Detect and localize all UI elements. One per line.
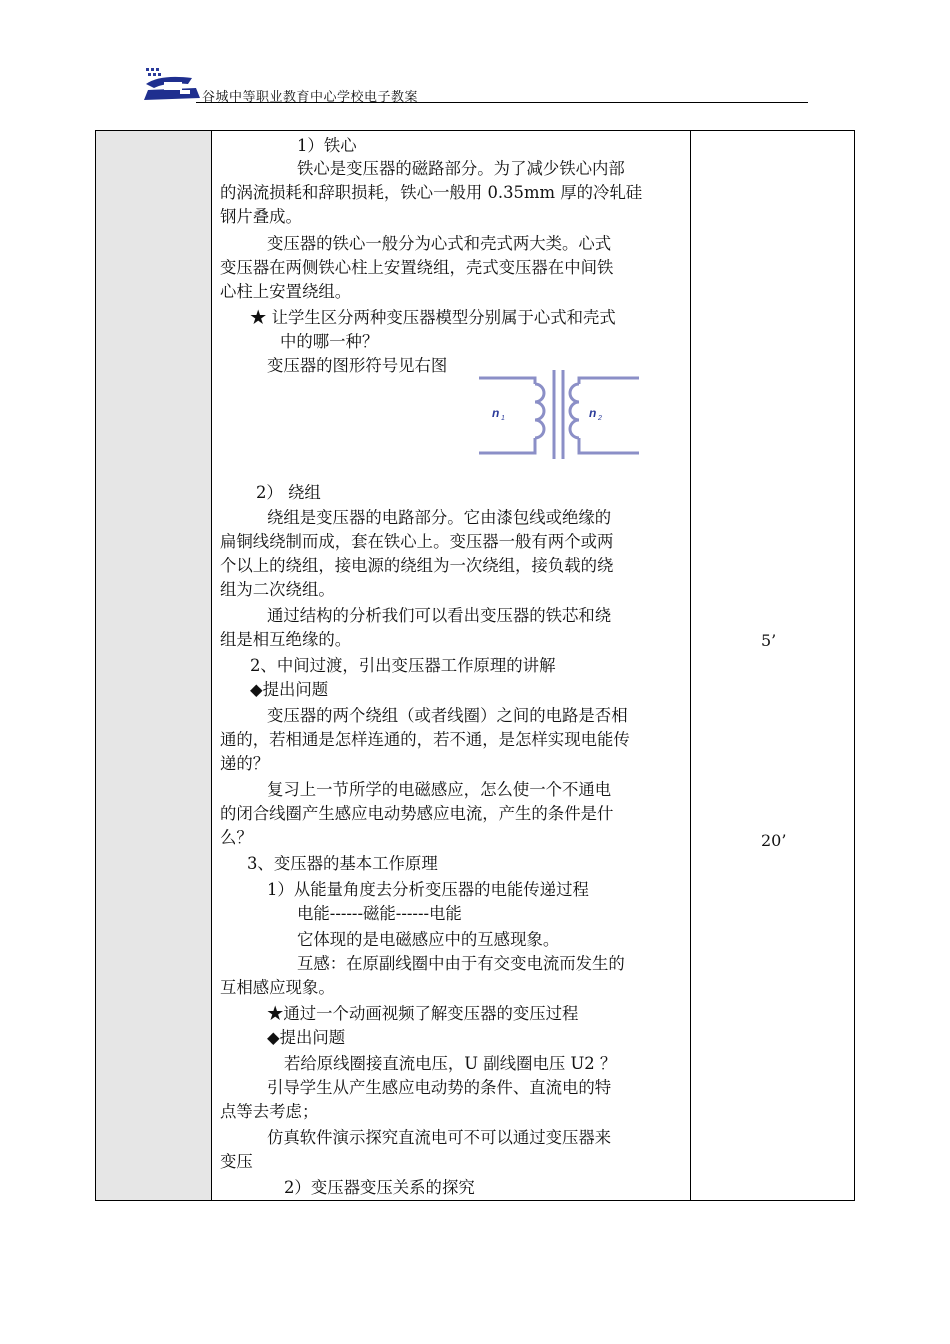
text-line: 2、中间过渡，引出变压器工作原理的讲解 bbox=[250, 656, 556, 675]
text-line: 变压器的铁心一般分为心式和壳式两大类。心式 bbox=[267, 234, 612, 253]
text-line: 的涡流损耗和辞职损耗，铁心一般用 0.35mm 厚的冷轧硅 bbox=[220, 183, 643, 202]
n2-label: n bbox=[589, 406, 597, 420]
lesson-table bbox=[95, 130, 855, 1201]
text-line: 组为二次绕组。 bbox=[220, 580, 335, 599]
text-line: 递的？ bbox=[220, 754, 270, 773]
text-line: 变压器的两个绕组（或者线圈）之间的电路是否相 bbox=[267, 706, 628, 725]
text-line: 扁铜线绕制而成，套在铁心上。变压器一般有两个或两 bbox=[220, 532, 614, 551]
n2-subscript: 2 bbox=[598, 415, 602, 422]
time-label: 5’ bbox=[761, 631, 777, 650]
text-line: 中的哪一种？ bbox=[280, 332, 379, 351]
n1-subscript: 1 bbox=[501, 415, 505, 422]
text-line: ◆提出问题 bbox=[267, 1028, 346, 1047]
text-line: 铁心是变压器的磁路部分。为了减少铁心内部 bbox=[297, 159, 625, 178]
text-line: ★通过一个动画视频了解变压器的变压过程 bbox=[267, 1004, 579, 1023]
n1-label: n bbox=[492, 406, 500, 420]
text-line: 心柱上安置绕组。 bbox=[220, 282, 352, 301]
text-line: 变压器在两侧铁心柱上安置绕组，壳式变压器在中间铁 bbox=[220, 258, 614, 277]
text-line: 互感：在原副线圈中由于有交变电流而发生的 bbox=[297, 954, 625, 973]
header-rule bbox=[196, 102, 808, 103]
text-line: 引导学生从产生感应电动势的条件、直流电的特 bbox=[267, 1078, 612, 1097]
text-line: 的闭合线圈产生感应电动势感应电流，产生的条件是什 bbox=[220, 804, 614, 823]
content-column bbox=[212, 131, 691, 1200]
text-line: 个以上的绕组，接电源的绕组为一次绕组，接负载的绕 bbox=[220, 556, 614, 575]
text-line: 互相感应现象。 bbox=[220, 978, 335, 997]
text-line: 电能------磁能------电能 bbox=[297, 904, 462, 923]
text-line: 绕组是变压器的电路部分。它由漆包线或绝缘的 bbox=[267, 508, 612, 527]
text-line: ★ 让学生区分两种变压器模型分别属于心式和壳式 bbox=[250, 308, 616, 327]
time-column bbox=[691, 131, 854, 1200]
transformer-symbol bbox=[479, 367, 639, 462]
time-label: 20’ bbox=[761, 831, 787, 850]
text-line: 变压 bbox=[220, 1152, 253, 1171]
left-column bbox=[96, 131, 212, 1200]
text-line: 2） 绕组 bbox=[256, 483, 321, 502]
text-line: 若给原线圈接直流电压，U 副线圈电压 U2 ？ bbox=[284, 1054, 617, 1073]
text-line: 组是相互绝缘的。 bbox=[220, 630, 352, 649]
text-line: 3、变压器的基本工作原理 bbox=[247, 854, 438, 873]
text-line: 1）铁心 bbox=[297, 136, 357, 155]
text-line: 仿真软件演示探究直流电可不可以通过变压器来 bbox=[267, 1128, 612, 1147]
text-line: 复习上一节所学的电磁感应，怎么使一个不通电 bbox=[267, 780, 612, 799]
header-title: 谷城中等职业教育中心学校电子教案 bbox=[202, 90, 419, 105]
text-line: 变压器的图形符号见右图 bbox=[267, 356, 448, 375]
text-line: 它体现的是电磁感应中的互感现象。 bbox=[297, 930, 560, 949]
text-line: ◆提出问题 bbox=[250, 680, 329, 699]
text-line: 么？ bbox=[220, 828, 253, 847]
text-line: 1）从能量角度去分析变压器的电能传递过程 bbox=[267, 880, 589, 899]
text-line: 钢片叠成。 bbox=[220, 207, 302, 226]
text-line: 通过结构的分析我们可以看出变压器的铁芯和绕 bbox=[267, 606, 612, 625]
text-line: 2）变压器变压关系的探究 bbox=[284, 1178, 475, 1197]
school-logo-icon bbox=[140, 62, 202, 102]
text-line: 点等去考虑； bbox=[220, 1102, 319, 1121]
text-line: 通的，若相通是怎样连通的，若不通，是怎样实现电能传 bbox=[220, 730, 630, 749]
page-header bbox=[140, 62, 808, 106]
